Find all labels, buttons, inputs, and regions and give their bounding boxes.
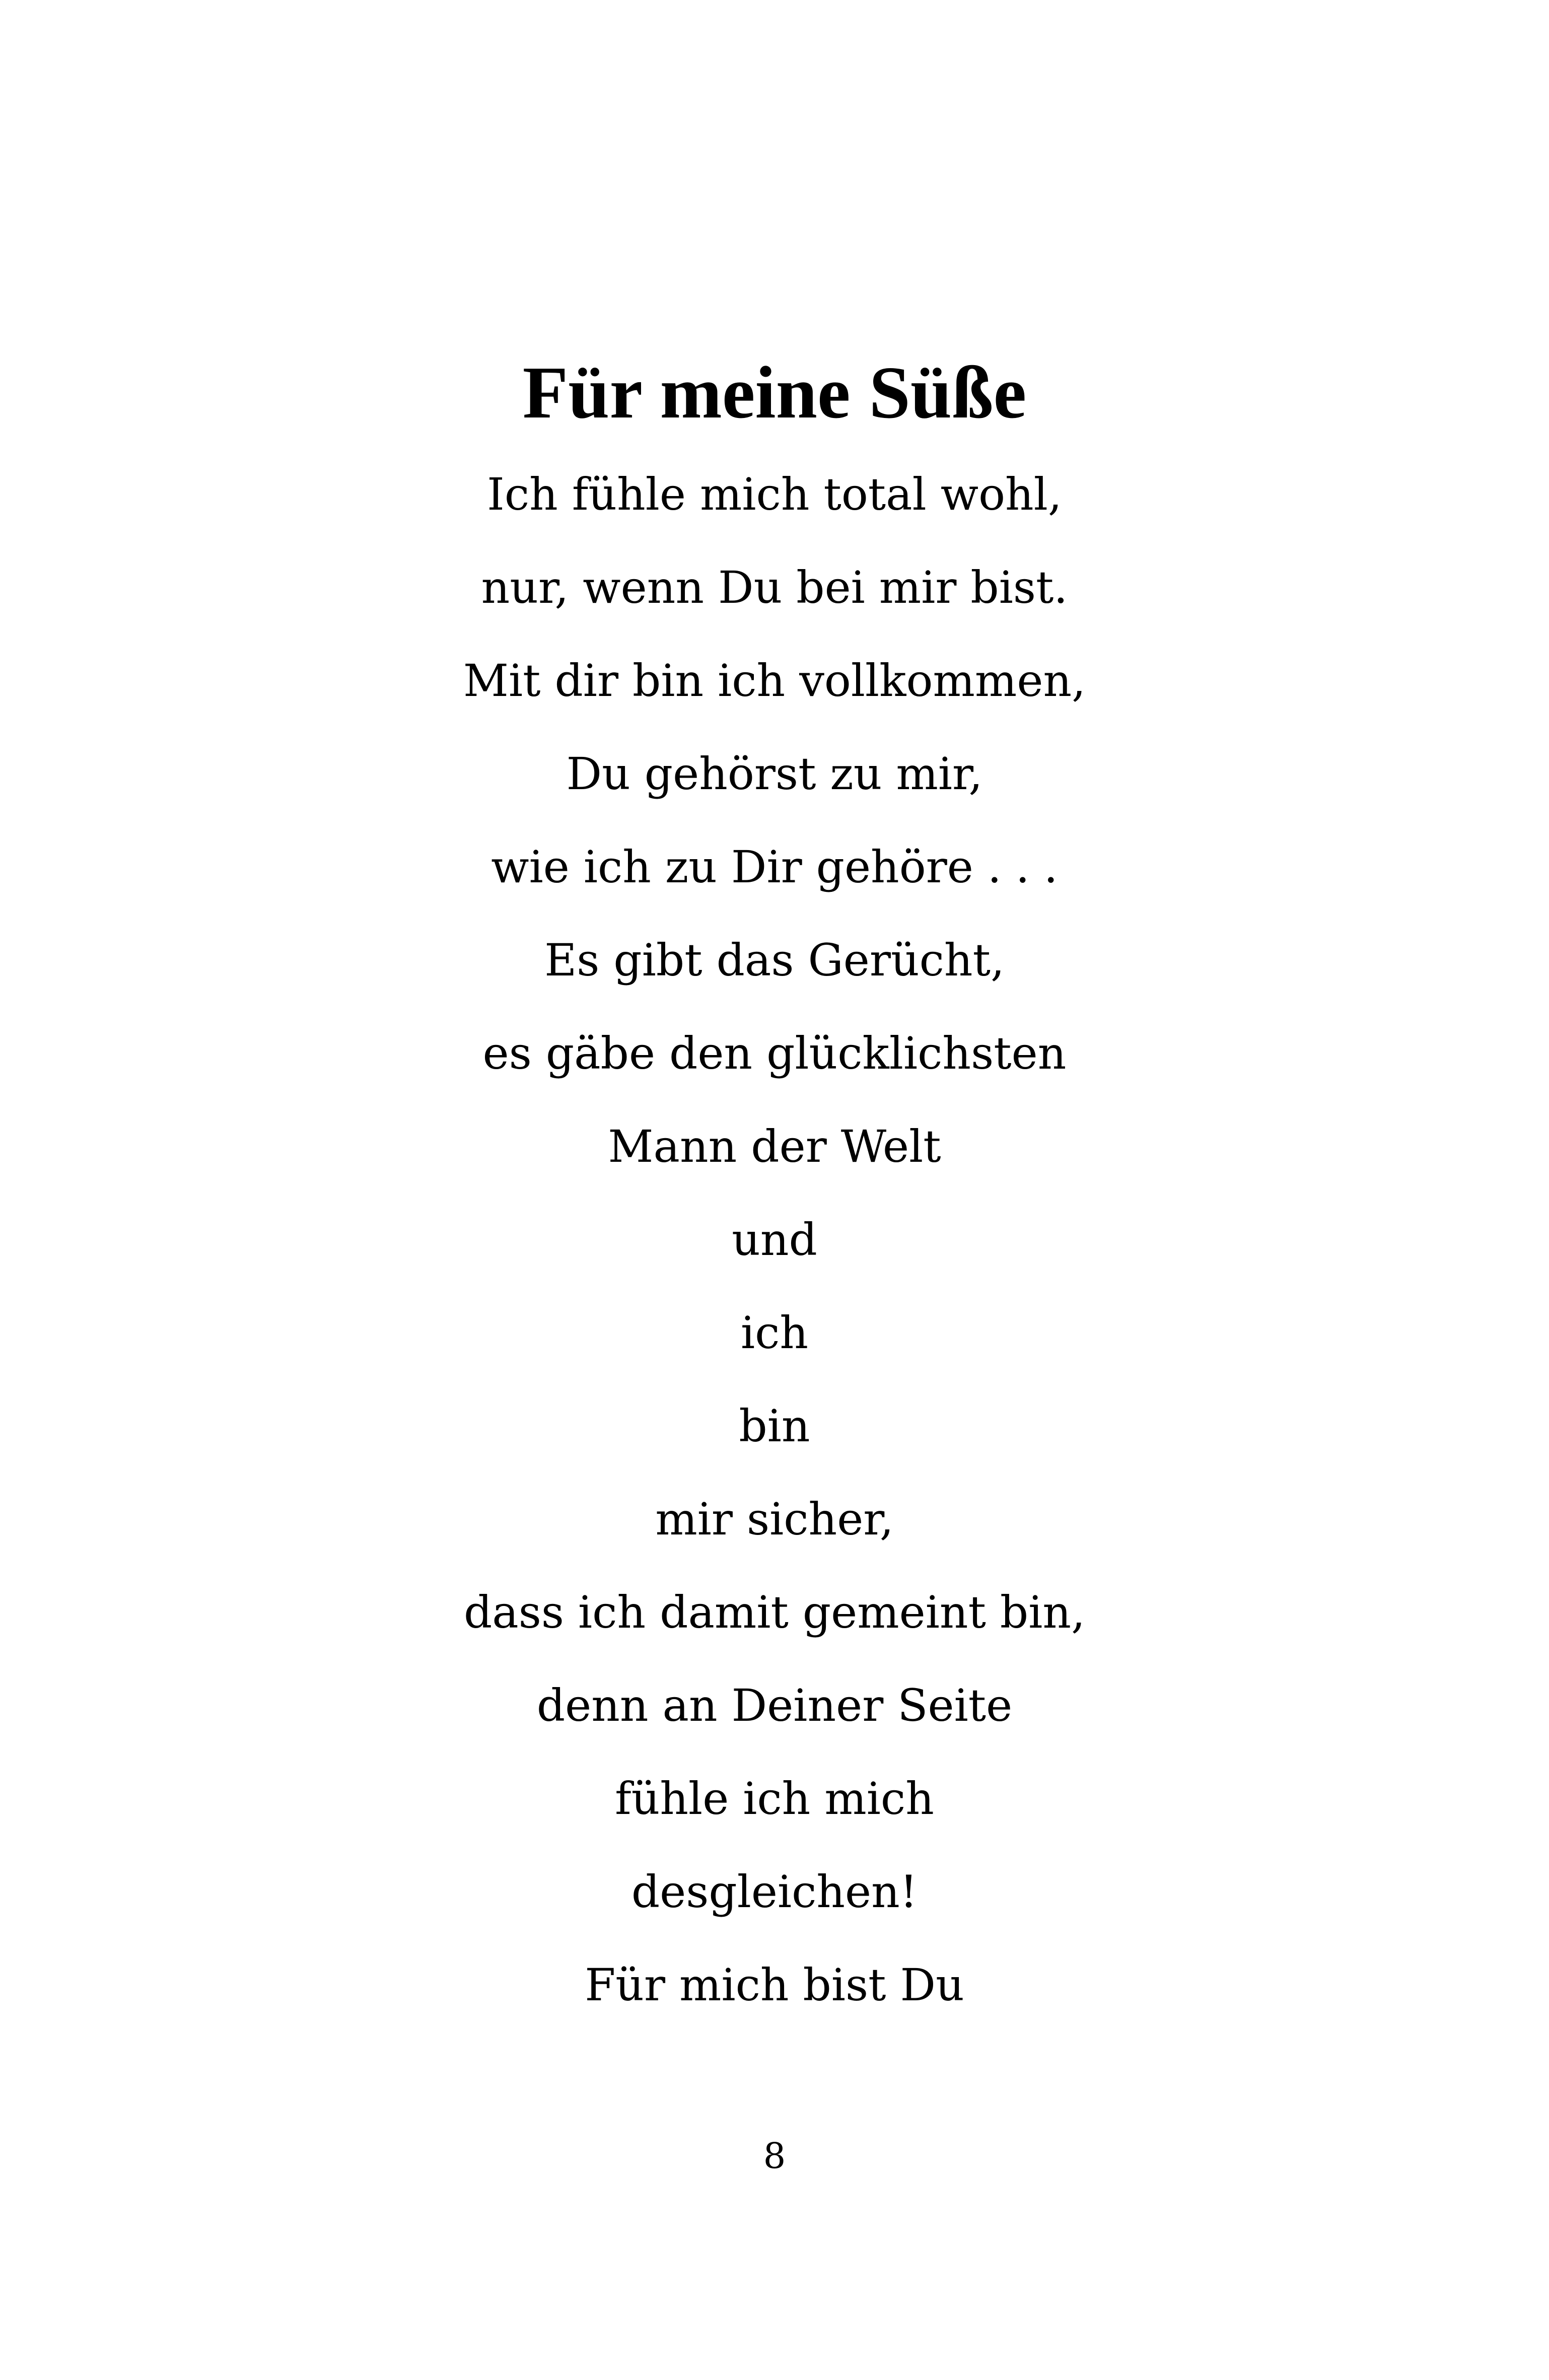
poem-line: dass ich damit gemeint bin, <box>463 1586 1086 1638</box>
poem-line: und <box>732 1214 817 1266</box>
poem-line: nur, wenn Du bei mir bist. <box>481 562 1068 613</box>
poem-line: ich <box>740 1307 809 1359</box>
page-number: 8 <box>763 2135 786 2177</box>
poem-line: desgleichen! <box>631 1866 918 1918</box>
poem-line: denn an Deiner Seite <box>536 1679 1013 1731</box>
poem-line: Du gehörst zu mir, <box>566 748 983 800</box>
poem-line: bin <box>739 1400 810 1452</box>
poem-line: Mann der Welt <box>608 1121 941 1172</box>
poem-line: Mit dir bin ich vollkommen, <box>463 655 1086 707</box>
poem-line: fühle ich mich <box>615 1773 934 1825</box>
poem-line: Für mich bist Du <box>585 1959 964 2011</box>
poem-body <box>0 457 1549 2041</box>
poem-line: wie ich zu Dir gehöre . . . <box>491 841 1058 893</box>
poem-line: Es gibt das Gerücht, <box>544 934 1005 986</box>
poem-line: Ich fühle mich total wohl, <box>487 468 1062 520</box>
poem-title: Für meine Süße <box>522 352 1027 434</box>
poem-line: mir sicher, <box>655 1493 894 1545</box>
poem-line: es gäbe den glücklichsten <box>482 1027 1067 1079</box>
